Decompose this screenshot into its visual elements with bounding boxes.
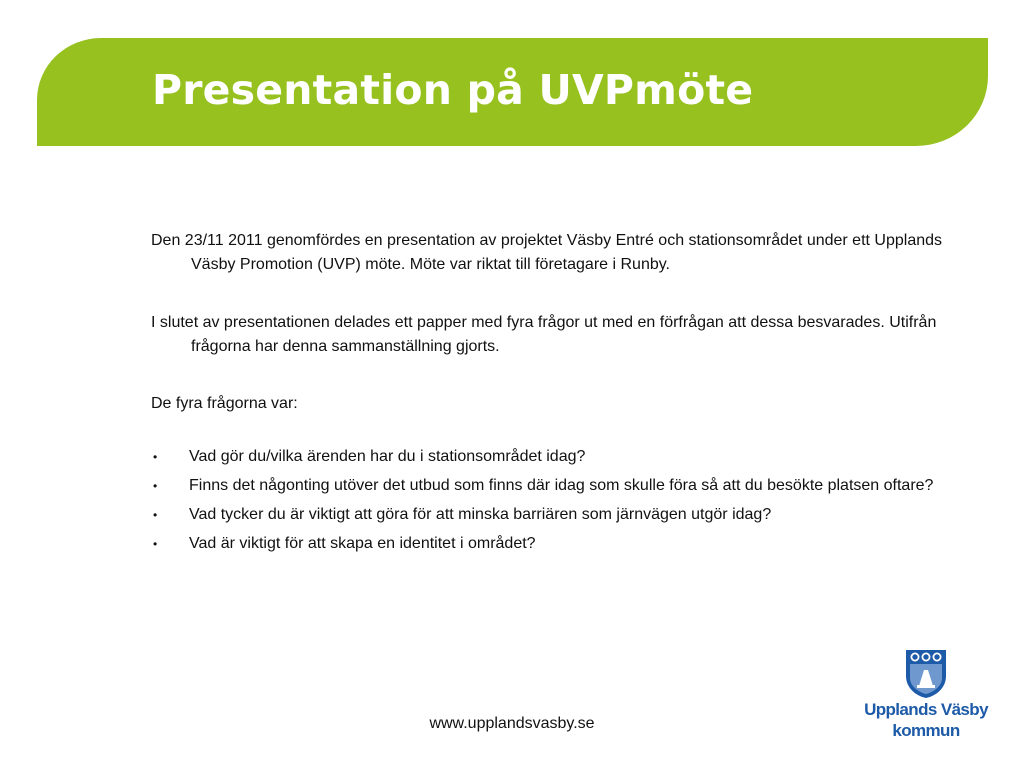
paragraph-questions-heading: De fyra frågorna var: <box>151 395 298 412</box>
bullet-icon: • <box>153 479 158 493</box>
municipal-shield-icon <box>904 648 948 700</box>
logo-subtitle: kommun <box>892 721 960 740</box>
question-text: Finns det någonting utöver det utbud som finns där idag som skulle föra så att du besökte platsen oftare? <box>189 477 934 494</box>
municipality-logo <box>856 646 996 746</box>
question-list <box>151 445 971 556</box>
list-item <box>151 445 971 469</box>
logo-name: Upplands Väsby <box>864 700 988 719</box>
question-text: Vad gör du/vilka ärenden har du i stationsområdet idag? <box>189 448 586 465</box>
bullet-icon: • <box>153 450 158 464</box>
paragraph-intro: Den 23/11 2011 genomfördes en presentation av projektet Väsby Entré och stationsområdet under ett Upplands Väsby Promotion (UVP) möte. Möte var riktat till företagare i Runby. <box>151 232 943 273</box>
paragraph-method: I slutet av presentationen delades ett papper med fyra frågor ut med en förfrågan att dessa besvarades. Utifrån frågorna har denna sammanställning gjorts. <box>151 314 937 355</box>
bullet-icon: • <box>153 508 158 522</box>
footer-url[interactable]: www.upplandsvasby.se <box>429 715 595 732</box>
list-item <box>151 474 971 498</box>
list-item <box>151 532 971 556</box>
slide-title: Presentation på UVPmöte <box>152 66 754 114</box>
bullet-icon: • <box>153 537 158 551</box>
list-item <box>151 503 971 527</box>
question-text: Vad tycker du är viktigt att göra för att minska barriären som järnvägen utgör idag? <box>189 506 772 523</box>
slide-body <box>151 229 971 561</box>
question-text: Vad är viktigt för att skapa en identitet i området? <box>189 535 536 552</box>
